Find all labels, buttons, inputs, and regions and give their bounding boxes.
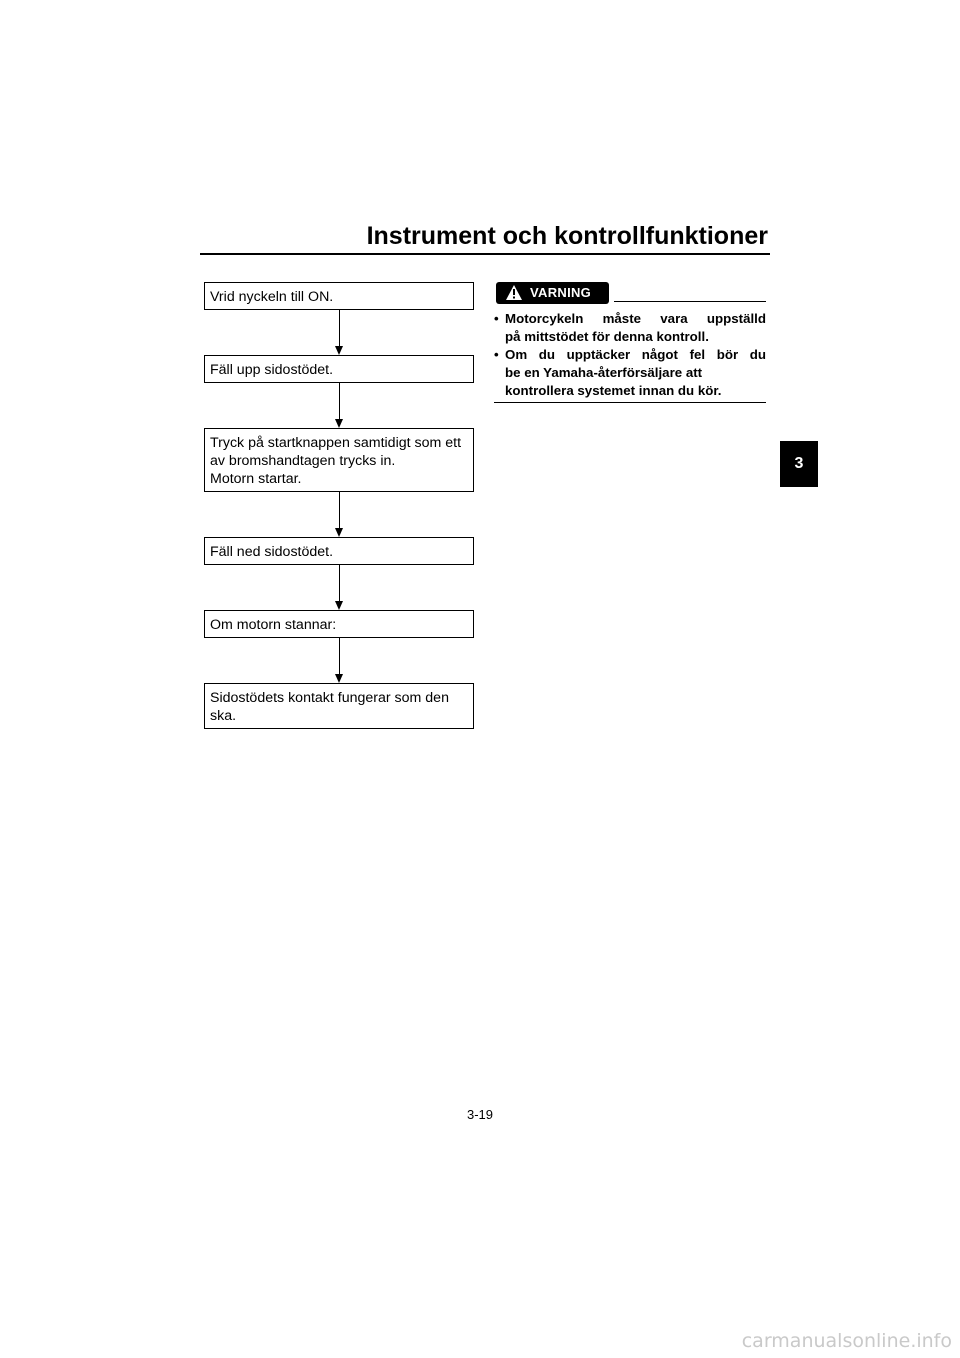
flow-step-2-line-1: Fäll upp sidostödet. [210,362,334,378]
warning-item-2-bullet: • [494,347,499,362]
warning-item-2-line-1: Om du upptäcker något fel bör du [505,347,766,362]
warning-list [494,310,766,400]
flow-arrow-4-icon [335,601,343,610]
flow-connector-2 [339,383,340,420]
warning-item-1-bullet: • [494,311,499,326]
flow-step-3-line-2: av bromshandtagen trycks in. [210,453,396,469]
flow-connector-1 [339,310,340,347]
flow-step-5 [204,610,474,638]
page-number: 3-19 [466,1107,494,1122]
warning-bottom-rule [494,402,766,403]
flow-step-4-line-1: Fäll ned sidostödet. [210,544,334,560]
warning-top-rule [614,301,766,302]
chapter-tab [780,441,818,487]
flow-step-2 [204,355,474,383]
flow-connector-3 [339,492,340,529]
flow-step-1-line-1: Vrid nyckeln till ON. [210,289,334,305]
flow-arrow-5-icon [335,674,343,683]
flow-step-5-line-1: Om motorn stannar: [210,617,337,633]
title-rule [200,253,770,255]
page-title: Instrument och kontrollfunktioner [366,222,768,250]
flow-step-6-line-2: ska. [210,708,237,724]
flow-step-3 [204,428,474,492]
warning-item-1-line-1: Motorcykeln måste vara uppställd [505,311,766,326]
flow-step-1 [204,282,474,310]
warning-item-1 [494,310,766,346]
flow-step-3-line-1: Tryck på startknappen samtidigt som ett [210,435,462,451]
warning-item-2 [494,346,766,400]
flow-arrow-1-icon [335,346,343,355]
warning-triangle-icon [505,284,523,301]
flow-step-6 [204,683,474,729]
flow-arrow-3-icon [335,528,343,537]
flow-step-3-line-3: Motorn startar. [210,471,302,487]
flow-step-4 [204,537,474,565]
chapter-tab-label: 3 [794,455,804,472]
warning-item-1-line-2: på mittstödet för denna kontroll. [505,329,709,344]
warning-item-2-line-2: be en Yamaha-återförsäljare att [505,365,703,380]
flow-connector-4 [339,565,340,602]
warning-label: VARNING [530,285,592,300]
warning-item-2-line-3: kontrollera systemet innan du kör. [505,383,722,398]
warning-badge [496,282,609,304]
flow-step-6-line-1: Sidostödets kontakt fungerar som den [210,690,449,706]
flow-connector-5 [339,638,340,675]
flow-arrow-2-icon [335,419,343,428]
watermark: carmanualsonline.info [741,1330,952,1352]
